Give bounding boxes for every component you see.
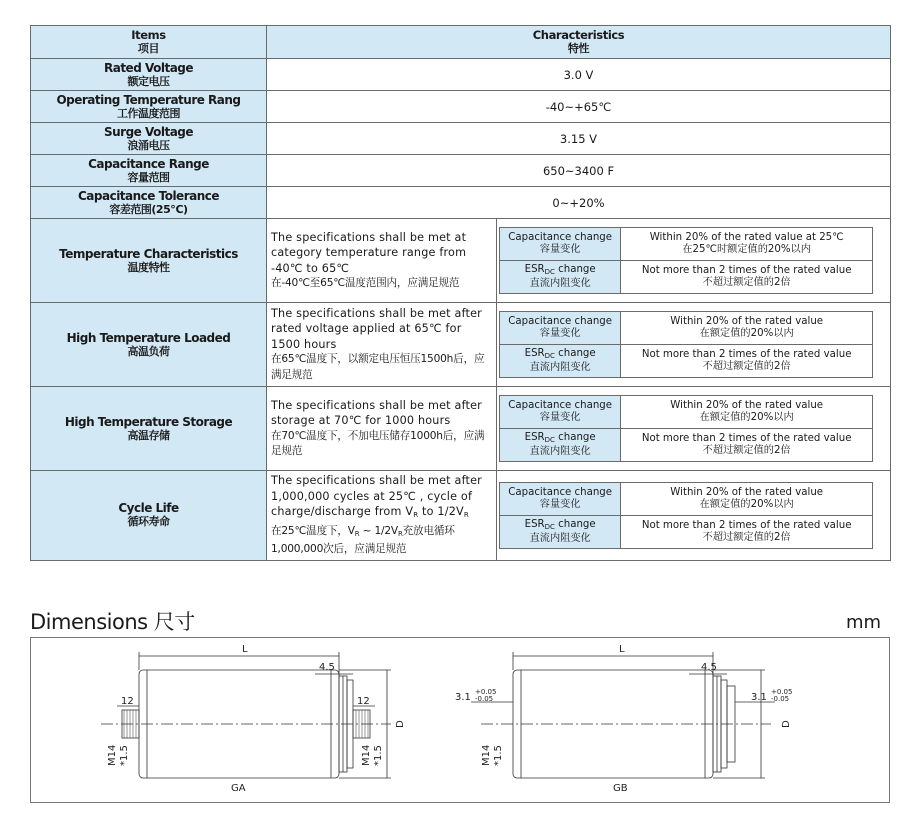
header-items: Items 项目 xyxy=(31,26,267,59)
criteria-value: Not more than 2 times of the rated value 不超过额定值的2倍 xyxy=(621,515,873,548)
criteria-row-esr xyxy=(500,515,873,548)
header-characteristics: Characteristics 特性 xyxy=(267,26,891,59)
gb-31-right-lower-tol: -0.05 xyxy=(771,695,790,703)
table-row-surge-voltage xyxy=(31,123,891,155)
ga-pitch-left-label: *1.5 xyxy=(119,745,130,766)
criteria-key: Capacitance change 容量变化 xyxy=(500,482,621,515)
gb-31-right-upper-tol: +0.05 xyxy=(771,688,793,696)
criteria-row-capacitance xyxy=(500,312,873,345)
gb-31-left-lower-tol: -0.05 xyxy=(475,695,494,703)
row-description: The specifications shall be met after 1,000,000 cycles at 25℃ , cycle of charge/discharge from $V_R$ to $1/2V_R$ 在25℃温度下，$V_R$ ~ $1/2V_R$充放电循环1,000,000次后，应满足规范 xyxy=(267,471,497,561)
ga-12-left-label: 12 xyxy=(121,696,134,707)
table-row-operating-temperature xyxy=(31,91,891,123)
table-row-temperature-characteristics xyxy=(31,219,891,303)
ga-diameter-label: D xyxy=(395,720,406,728)
criteria-cell xyxy=(497,471,891,561)
gb-caption: GB xyxy=(613,783,628,794)
dimensions-drawing-frame xyxy=(30,637,890,803)
row-value: 0~+20% xyxy=(267,187,891,219)
ga-length-label: L xyxy=(242,644,248,655)
table-row-capacitance-range xyxy=(31,155,891,187)
gb-m14-label: M14 xyxy=(481,744,492,766)
criteria-cell xyxy=(497,303,891,387)
row-description: The specifications shall be met after storage at 70℃ for 1000 hours 在70℃温度下，不加电压储存1000h后，应满足规范 xyxy=(267,387,497,471)
criteria-value: Within 20% of the rated value at 25℃ 在25℃时额定值的20%以内 xyxy=(621,228,873,261)
row-value: 3.0 V xyxy=(267,59,891,91)
criteria-row-esr xyxy=(500,261,873,294)
row-description: The specifications shall be met after rated voltage applied at 65℃ for 1500 hours 在65℃温度下，以额定电压恒压1500h后，应满足规范 xyxy=(267,303,497,387)
criteria-key: Capacitance change 容量变化 xyxy=(500,312,621,345)
row-label: Capacitance Tolerance 容差范围(25℃) xyxy=(31,187,267,219)
ga-pitch-right-label: *1.5 xyxy=(373,745,384,766)
criteria-key: Capacitance change 容量变化 xyxy=(500,396,621,429)
criteria-value: Within 20% of the rated value 在额定值的20%以内 xyxy=(621,396,873,429)
row-value: 650~3400 F xyxy=(267,155,891,187)
ga-m14-right-label: M14 xyxy=(361,744,372,766)
criteria-table xyxy=(499,395,873,462)
row-label: Surge Voltage 浪涌电压 xyxy=(31,123,267,155)
criteria-row-esr xyxy=(500,345,873,378)
capacitor-gb xyxy=(471,652,775,778)
dimension-drawing xyxy=(31,638,889,802)
row-label: Operating Temperature Rang 工作温度范围 xyxy=(31,91,267,123)
gb-31-right-label: 3.1 xyxy=(751,692,767,703)
criteria-row-capacitance xyxy=(500,396,873,429)
dimensions-title: Dimensions 尺寸 xyxy=(30,610,195,634)
criteria-value: Within 20% of the rated value 在额定值的20%以内 xyxy=(621,312,873,345)
gb-diameter-label: D xyxy=(781,720,792,728)
criteria-value: Not more than 2 times of the rated value 不超过额定值的2倍 xyxy=(621,345,873,378)
table-row-rated-voltage xyxy=(31,59,891,91)
table-row-high-temperature-loaded xyxy=(31,303,891,387)
row-label: Capacitance Range 容量范围 xyxy=(31,155,267,187)
row-label: Rated Voltage 额定电压 xyxy=(31,59,267,91)
row-label: High Temperature Storage 高温存储 xyxy=(31,387,267,471)
criteria-table xyxy=(499,227,873,294)
criteria-cell xyxy=(497,387,891,471)
table-row-capacitance-tolerance xyxy=(31,187,891,219)
criteria-cell xyxy=(497,219,891,303)
capacitor-ga xyxy=(101,652,391,778)
criteria-value: Not more than 2 times of the rated value 不超过额定值的2倍 xyxy=(621,261,873,294)
ga-m14-left-label: M14 xyxy=(107,744,118,766)
criteria-table xyxy=(499,311,873,378)
gb-31-left-upper-tol: +0.05 xyxy=(475,688,497,696)
row-label: Temperature Characteristics 温度特性 xyxy=(31,219,267,303)
table-header-row xyxy=(31,26,891,59)
table-row-cycle-life xyxy=(31,471,891,561)
row-value: -40~+65℃ xyxy=(267,91,891,123)
criteria-row-esr xyxy=(500,429,873,462)
row-label: High Temperature Loaded 高温负荷 xyxy=(31,303,267,387)
ga-45-label: 4.5 xyxy=(319,662,335,673)
criteria-key: $ESR_{DC}$ change 直流内阻变化 xyxy=(500,515,621,548)
ga-caption: GA xyxy=(231,783,246,794)
criteria-row-capacitance xyxy=(500,228,873,261)
unit-label: mm xyxy=(846,612,882,633)
row-description: The specifications shall be met at category temperature range from -40℃ to 65℃ 在-40℃至65℃温度范围内，应满足规范 xyxy=(267,219,497,303)
criteria-table xyxy=(499,482,873,549)
gb-pitch-label: *1.5 xyxy=(493,745,504,766)
gb-31-left-label: 3.1 xyxy=(455,692,471,703)
row-label: Cycle Life 循环寿命 xyxy=(31,471,267,561)
gb-45-label: 4.5 xyxy=(701,662,717,673)
row-value: 3.15 V xyxy=(267,123,891,155)
criteria-value: Within 20% of the rated value 在额定值的20%以内 xyxy=(621,482,873,515)
criteria-key: $ESR_{DC}$ change 直流内阻变化 xyxy=(500,429,621,462)
criteria-value: Not more than 2 times of the rated value 不超过额定值的2倍 xyxy=(621,429,873,462)
criteria-row-capacitance xyxy=(500,482,873,515)
specification-table xyxy=(30,25,891,561)
criteria-key: $ESR_{DC}$ change 直流内阻变化 xyxy=(500,261,621,294)
criteria-key: Capacitance change 容量变化 xyxy=(500,228,621,261)
table-row-high-temperature-storage xyxy=(31,387,891,471)
criteria-key: $ESR_{DC}$ change 直流内阻变化 xyxy=(500,345,621,378)
ga-12-right-label: 12 xyxy=(357,696,370,707)
gb-length-label: L xyxy=(619,644,625,655)
